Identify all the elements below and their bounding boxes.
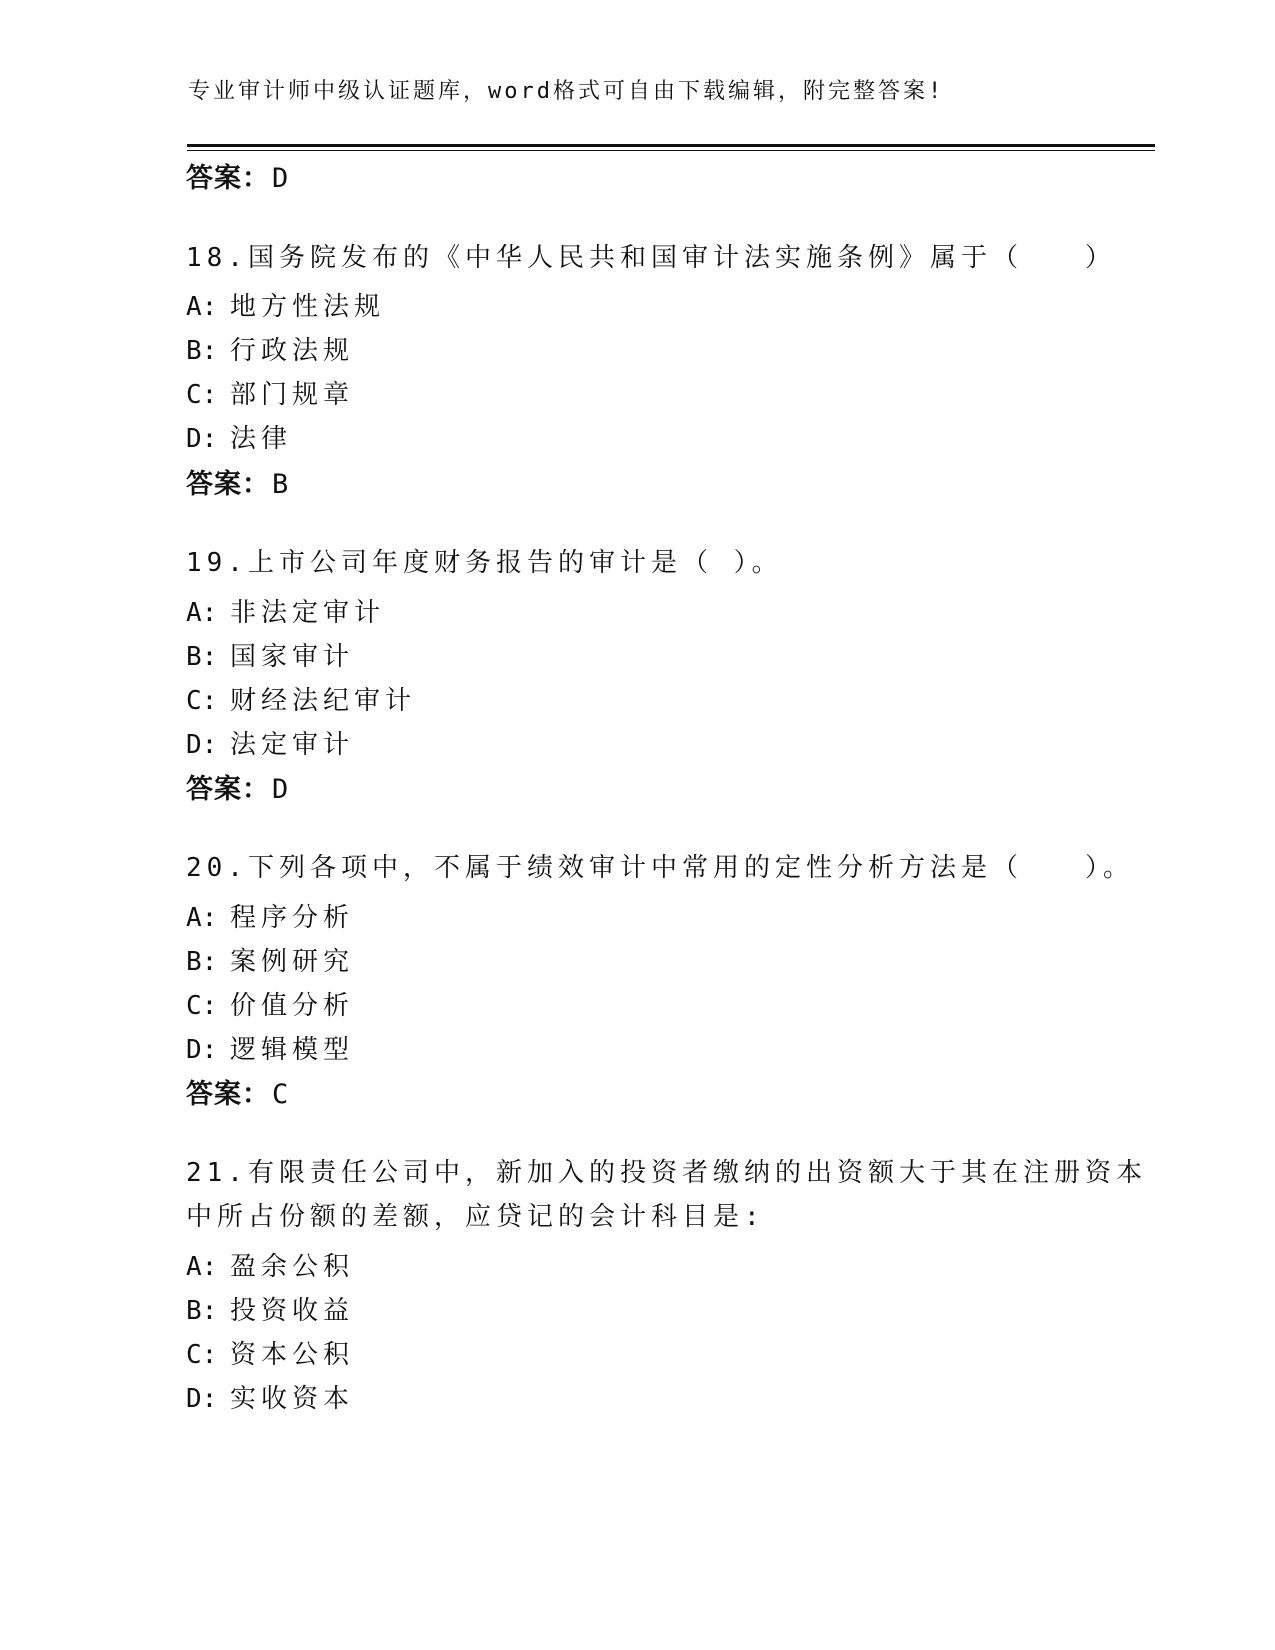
- option-text: 法定审计: [230, 730, 355, 760]
- question-18-option-b: [186, 330, 354, 367]
- option-text: 行政法规: [230, 336, 355, 366]
- option-text: 法律: [230, 424, 293, 454]
- header-rule-thin: [187, 150, 1155, 151]
- question-19-stem: 19.上市公司年度财务报告的审计是（ ）。: [186, 548, 783, 578]
- answer-label: 答案：: [186, 774, 270, 805]
- question-21-option-a: [186, 1246, 354, 1283]
- answer-value: D: [272, 163, 290, 194]
- question-20-stem: 20.下列各项中，不属于绩效审计中常用的定性分析方法是（ ）。: [186, 853, 1134, 883]
- option-text: 价值分析: [230, 991, 355, 1021]
- question-18-option-a: [186, 286, 385, 323]
- question-18-option-c: [186, 374, 354, 411]
- answer-17: [186, 156, 289, 195]
- question-21-option-b: [186, 1290, 354, 1327]
- option-key: D:: [186, 424, 218, 454]
- option-text: 案例研究: [230, 947, 355, 977]
- question-18-option-d: [186, 418, 292, 455]
- option-key: D:: [186, 1035, 218, 1065]
- question-21-option-d: [186, 1378, 354, 1415]
- option-key: A:: [186, 1252, 218, 1282]
- option-key: B:: [186, 1296, 218, 1326]
- question-21-stem-line1: 21.有限责任公司中，新加入的投资者缴纳的出资额大于其在注册资本: [186, 1158, 1147, 1188]
- question-19-option-d: [186, 724, 354, 761]
- question-21-option-c: [186, 1334, 354, 1371]
- option-key: A:: [186, 903, 218, 933]
- question-20-option-a: [186, 897, 354, 934]
- option-text: 国家审计: [230, 642, 355, 672]
- option-text: 投资收益: [230, 1296, 355, 1326]
- option-text: 财经法纪审计: [230, 686, 417, 716]
- option-text: 实收资本: [230, 1384, 355, 1414]
- answer-label: 答案：: [186, 1079, 270, 1110]
- answer-20: [186, 1072, 289, 1111]
- option-key: B:: [186, 642, 218, 672]
- page-header: 专业审计师中级认证题库，word格式可自由下载编辑，附完整答案!: [188, 79, 945, 104]
- answer-value: C: [272, 1079, 290, 1110]
- option-text: 程序分析: [230, 903, 355, 933]
- option-key: D:: [186, 730, 218, 760]
- option-key: C:: [186, 380, 218, 410]
- answer-18: [186, 462, 289, 501]
- answer-value: B: [272, 469, 290, 500]
- question-19-option-c: [186, 680, 416, 717]
- option-text: 资本公积: [230, 1340, 355, 1370]
- question-20-option-b: [186, 941, 354, 978]
- option-key: C:: [186, 686, 218, 716]
- option-key: A:: [186, 598, 218, 628]
- answer-label: 答案：: [186, 469, 270, 500]
- question-20-option-c: [186, 985, 354, 1022]
- option-key: B:: [186, 336, 218, 366]
- question-19-option-a: [186, 592, 385, 629]
- question-21-stem-line2: 中所占份额的差额，应贷记的会计科目是:: [186, 1202, 765, 1232]
- question-19-option-b: [186, 636, 354, 673]
- answer-label: 答案：: [186, 163, 270, 194]
- header-rule-thick: [187, 144, 1155, 147]
- option-key: C:: [186, 1340, 218, 1370]
- option-key: D:: [186, 1384, 218, 1414]
- option-text: 非法定审计: [230, 598, 386, 628]
- answer-value: D: [272, 774, 290, 805]
- question-20-option-d: [186, 1029, 354, 1066]
- answer-19: [186, 767, 289, 806]
- option-text: 盈余公积: [230, 1252, 355, 1282]
- option-key: C:: [186, 991, 218, 1021]
- option-text: 地方性法规: [230, 292, 386, 322]
- option-key: A:: [186, 292, 218, 322]
- question-18-stem: 18.国务院发布的《中华人民共和国审计法实施条例》属于（ ）: [186, 243, 1116, 273]
- option-key: B:: [186, 947, 218, 977]
- option-text: 部门规章: [230, 380, 355, 410]
- option-text: 逻辑模型: [230, 1035, 355, 1065]
